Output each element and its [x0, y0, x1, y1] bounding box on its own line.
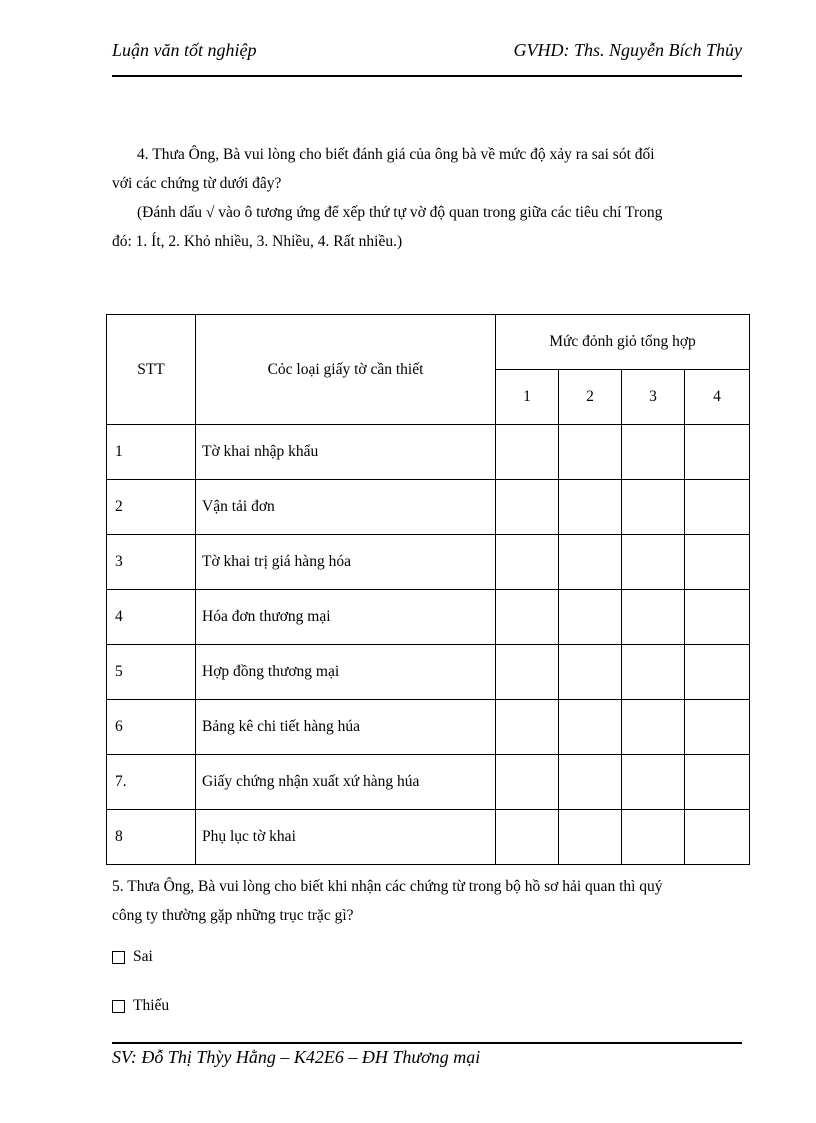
header-divider: [112, 75, 742, 77]
rating-cell[interactable]: [496, 645, 559, 700]
table-row: [107, 480, 750, 535]
row-stt: 2: [107, 480, 196, 535]
table-row: [107, 755, 750, 810]
rating-cell[interactable]: [685, 810, 750, 865]
rating-cell[interactable]: [622, 535, 685, 590]
header-documents: Cỏc loại giấy tờ cần thiết: [196, 315, 496, 425]
rating-cell[interactable]: [559, 425, 622, 480]
rating-cell[interactable]: [685, 755, 750, 810]
question-4-instruction: đó: 1. Ít, 2. Khỏ nhiều, 3. Nhiều, 4. Rất nhiều.): [112, 233, 403, 250]
rating-table: [106, 314, 750, 865]
row-document: Bảng kê chi tiết hàng húa: [196, 700, 496, 755]
level-4-header: 4: [685, 370, 750, 425]
rating-cell[interactable]: [622, 425, 685, 480]
table-row: [107, 645, 750, 700]
question-4-instruction: (Đánh dấu √ vào ô tương ứng để xếp thứ tự vờ độ quan trong giữa các tiêu chí Trong: [137, 204, 663, 221]
table-row: [107, 535, 750, 590]
table-row: [107, 425, 750, 480]
question-4-text: với các chứng từ dưới đây?: [112, 175, 282, 192]
level-1-header: 1: [496, 370, 559, 425]
rating-cell[interactable]: [685, 480, 750, 535]
row-stt: 4: [107, 590, 196, 645]
rating-cell[interactable]: [559, 645, 622, 700]
rating-cell[interactable]: [622, 645, 685, 700]
header-rating: Mức đỏnh giỏ tổng hợp: [496, 315, 750, 370]
rating-cell[interactable]: [496, 700, 559, 755]
rating-cell[interactable]: [622, 480, 685, 535]
rating-cell[interactable]: [685, 425, 750, 480]
table-row: [107, 700, 750, 755]
row-stt: 7.: [107, 755, 196, 810]
checkbox-icon[interactable]: [112, 951, 125, 964]
rating-cell[interactable]: [559, 590, 622, 645]
rating-cell[interactable]: [685, 590, 750, 645]
page-footer: SV: Đỗ Thị Thỳy Hằng – K42E6 – ĐH Thương mại: [112, 1047, 481, 1067]
header-stt: STT: [107, 315, 196, 425]
rating-cell[interactable]: [685, 700, 750, 755]
thesis-title: Luận văn tốt nghiệp: [112, 40, 257, 60]
row-stt: 1: [107, 425, 196, 480]
rating-cell[interactable]: [622, 810, 685, 865]
rating-cell[interactable]: [496, 755, 559, 810]
option-thieu[interactable]: [112, 997, 169, 1015]
rating-cell[interactable]: [496, 480, 559, 535]
rating-cell[interactable]: [559, 480, 622, 535]
rating-cell[interactable]: [496, 425, 559, 480]
row-document: Vận tải đơn: [196, 480, 496, 535]
checkbox-icon[interactable]: [112, 1000, 125, 1013]
rating-cell[interactable]: [496, 810, 559, 865]
row-document: Tờ khai nhập khẩu: [196, 425, 496, 480]
row-document: Phụ lục tờ khai: [196, 810, 496, 865]
row-document: Hợp đồng thương mại: [196, 645, 496, 700]
rating-cell[interactable]: [559, 700, 622, 755]
rating-cell[interactable]: [622, 700, 685, 755]
level-3-header: 3: [622, 370, 685, 425]
rating-cell[interactable]: [559, 810, 622, 865]
footer-divider: [112, 1042, 742, 1044]
question-5-text: 5. Thưa Ông, Bà vui lòng cho biết khi nhận các chứng từ trong bộ hồ sơ hải quan thì quý: [112, 878, 663, 895]
rating-cell[interactable]: [622, 590, 685, 645]
question-5-text: công ty thường gặp những trục trặc gì?: [112, 907, 354, 924]
row-stt: 6: [107, 700, 196, 755]
row-stt: 3: [107, 535, 196, 590]
question-5: [112, 872, 740, 930]
option-label: Thiếu: [133, 997, 170, 1014]
rating-cell[interactable]: [685, 535, 750, 590]
row-stt: 5: [107, 645, 196, 700]
supervisor-name: GVHD: Ths. Nguyễn Bích Thủy: [513, 40, 742, 60]
question-4-text: 4. Thưa Ông, Bà vui lòng cho biết đánh giá của ông bà về mức độ xảy ra sai sót đối: [137, 146, 655, 163]
rating-cell[interactable]: [559, 535, 622, 590]
level-2-header: 2: [559, 370, 622, 425]
option-sai[interactable]: [112, 948, 153, 966]
table-row: [107, 590, 750, 645]
page-header: [112, 40, 742, 70]
rating-cell[interactable]: [685, 645, 750, 700]
option-label: Sai: [133, 948, 153, 965]
rating-cell[interactable]: [496, 535, 559, 590]
row-document: Hóa đơn thương mại: [196, 590, 496, 645]
rating-cell[interactable]: [496, 590, 559, 645]
row-document: Tờ khai trị giá hàng hóa: [196, 535, 496, 590]
table-row: [107, 810, 750, 865]
rating-cell[interactable]: [622, 755, 685, 810]
row-stt: 8: [107, 810, 196, 865]
row-document: Giấy chứng nhận xuất xứ hàng húa: [196, 755, 496, 810]
rating-cell[interactable]: [559, 755, 622, 810]
question-4: [112, 140, 740, 256]
